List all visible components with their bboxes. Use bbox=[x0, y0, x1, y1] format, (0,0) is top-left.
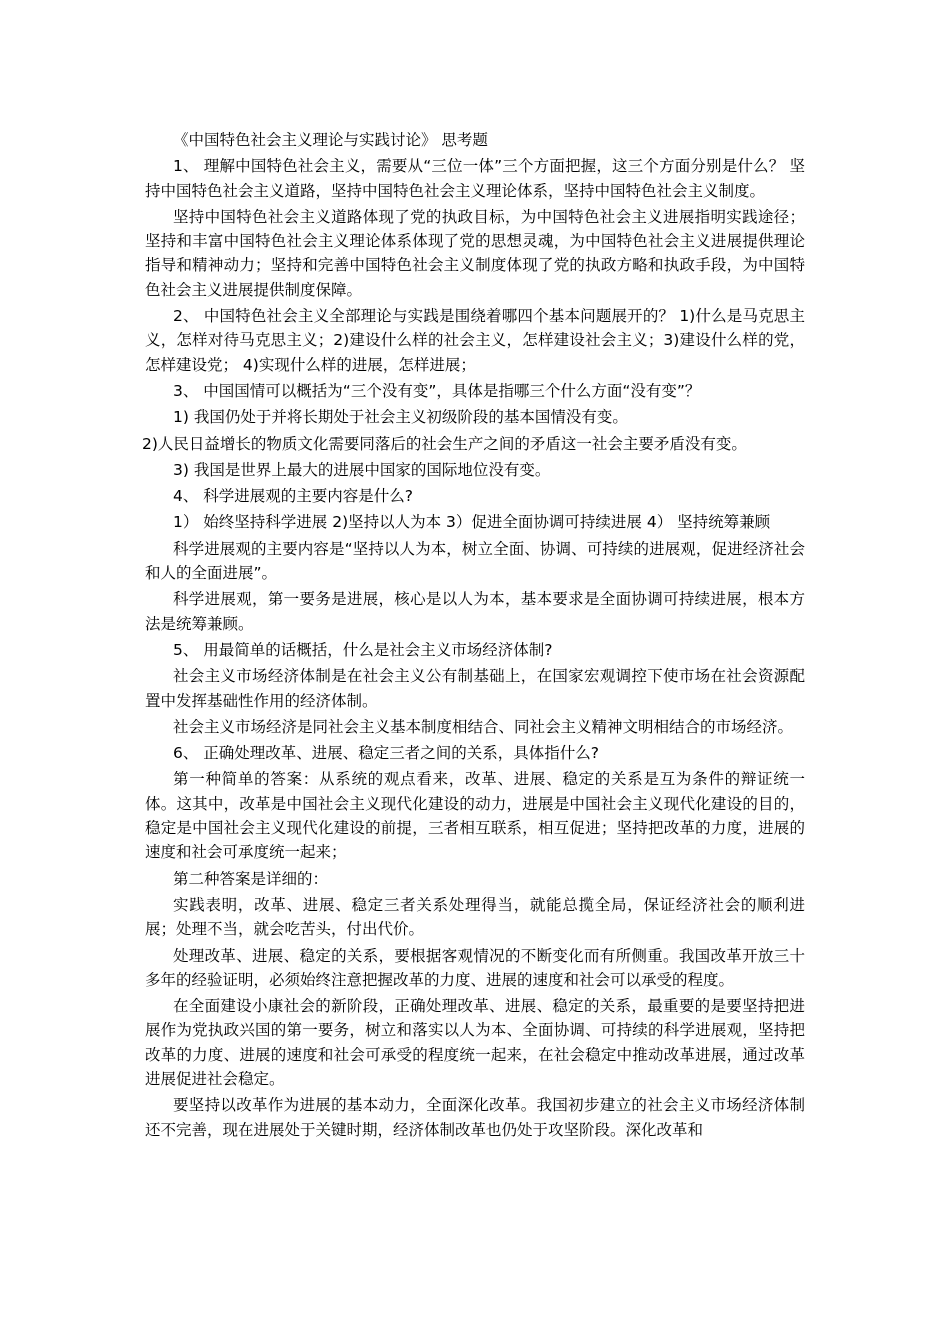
question-6: 6、 正确处理改革、进展、稳定三者之间的关系，具体指什么? bbox=[173, 744, 600, 763]
answer-6-reform: 要坚持以改革作为进展的基本动力，全面深化改革。我国初步建立的社会主义市场经济体制还不完善，现在进展处于关键时期，经济体制改革也仍处于攻坚阶段。深化改革和 bbox=[145, 1096, 805, 1139]
question-2: 2、 中国特色社会主义全部理论与实践是围绕着哪四个基本问题展开的？ 1)什么是马克思主义，怎样对待马克思主义；2)建设什么样的社会主义，怎样建设社会主义；3)建设什么样的党，怎样建设党； 4)实现什么样的进展，怎样进展； bbox=[145, 307, 805, 374]
question-5: 5、 用最简单的话概括，什么是社会主义市场经济体制? bbox=[173, 640, 553, 659]
answer-6-practice: 实践表明，改革、进展、稳定三者关系处理得当，就能总揽全局，保证经济社会的顺利进展；处理不当，就会吃苦头，付出代价。 bbox=[145, 895, 805, 939]
answer-6-handling: 处理改革、进展、稳定的关系，要根据客观情况的不断变化而有所侧重。我国改革开放三十多年的经验证明，必须始终注意把握改革的力度、进展的速度和社会可以承受的程度。 bbox=[145, 946, 805, 989]
answer-6-simple: 第一种简单的答案：从系统的观点看来，改革、进展、稳定的关系是互为条件的辩证统一体。这其中，改革是中国社会主义现代化建设的动力，进展是中国社会主义现代化建设的目的，稳定是中国社会主义现代化建设的前提，三者相互联系，相互促进；坚持把改革的力度，进展的速度和社会可承度统一起来； bbox=[145, 770, 805, 862]
question-3: 3、 中国国情可以概括为“三个没有变”，具体是指哪三个什么方面“没有变”？ bbox=[173, 381, 701, 400]
document-title: 《中国特色社会主义理论与实践讨论》 思考题 bbox=[173, 131, 488, 149]
answer-3-item-3: 3) 我国是世界上最大的进展中国家的国际地位没有变。 bbox=[173, 460, 551, 479]
answer-6-detailed-heading: 第二种答案是详细的： bbox=[173, 869, 329, 888]
question-4: 4、 科学进展观的主要内容是什么? bbox=[173, 487, 414, 506]
answer-4-list: 1） 始终坚持科学进展 2)坚持以人为本 3）促进全面协调可持续进展 4） 坚持统筹兼顾 bbox=[173, 513, 771, 532]
answer-4-summary: 科学进展观，第一要务是进展，核心是以人为本，基本要求是全面协调可持续进展，根本方法是统筹兼顾。 bbox=[145, 590, 805, 633]
answer-5-combination: 社会主义市场经济是同社会主义基本制度相结合、同社会主义精神文明相结合的市场经济。 bbox=[173, 717, 794, 736]
answer-3-item-1: 1) 我国仍处于并将长期处于社会主义初级阶段的基本国情没有变。 bbox=[173, 408, 628, 427]
question-1: 1、 理解中国特色社会主义，需要从“三位一体”三个方面把握，这三个方面分别是什么？ 坚持中国特色社会主义道路，坚持中国特色社会主义理论体系，坚持中国特色社会主义制度。 bbox=[145, 157, 805, 200]
answer-6-new-stage: 在全面建设小康社会的新阶段，正确处理改革、进展、稳定的关系，最重要的是要坚持把进展作为党执政兴国的第一要务，树立和落实以人为本、全面协调、可持续的科学进展观，坚持把改革的力度、进展的速度和社会可承受的程度统一起来，在社会稳定中推动改革进展，通过改革进展促进社会稳定。 bbox=[145, 997, 805, 1088]
answer-1-detail: 坚持中国特色社会主义道路体现了党的执政目标，为中国特色社会主义进展指明实践途径；坚持和丰富中国特色社会主义理论体系体现了党的思想灵魂，为中国特色社会主义进展提供理论指导和精神动力；坚持和完善中国特色社会主义制度体现了党的执政方略和执政手段，为中国特色社会主义进展提供制度保障。 bbox=[145, 207, 805, 299]
answer-3-item-2: 2)人民日益增长的物质文化需要同落后的社会生产之间的矛盾这一社会主要矛盾没有变。 bbox=[142, 434, 747, 453]
answer-4-content: 科学进展观的主要内容是“坚持以人为本，树立全面、协调、可持续的进展观，促进经济社会和人的全面进展”。 bbox=[145, 539, 805, 583]
document-body bbox=[142, 128, 805, 1144]
answer-5-definition: 社会主义市场经济体制是在社会主义公有制基础上，在国家宏观调控下使市场在社会资源配置中发挥基础性作用的经济体制。 bbox=[145, 667, 805, 710]
